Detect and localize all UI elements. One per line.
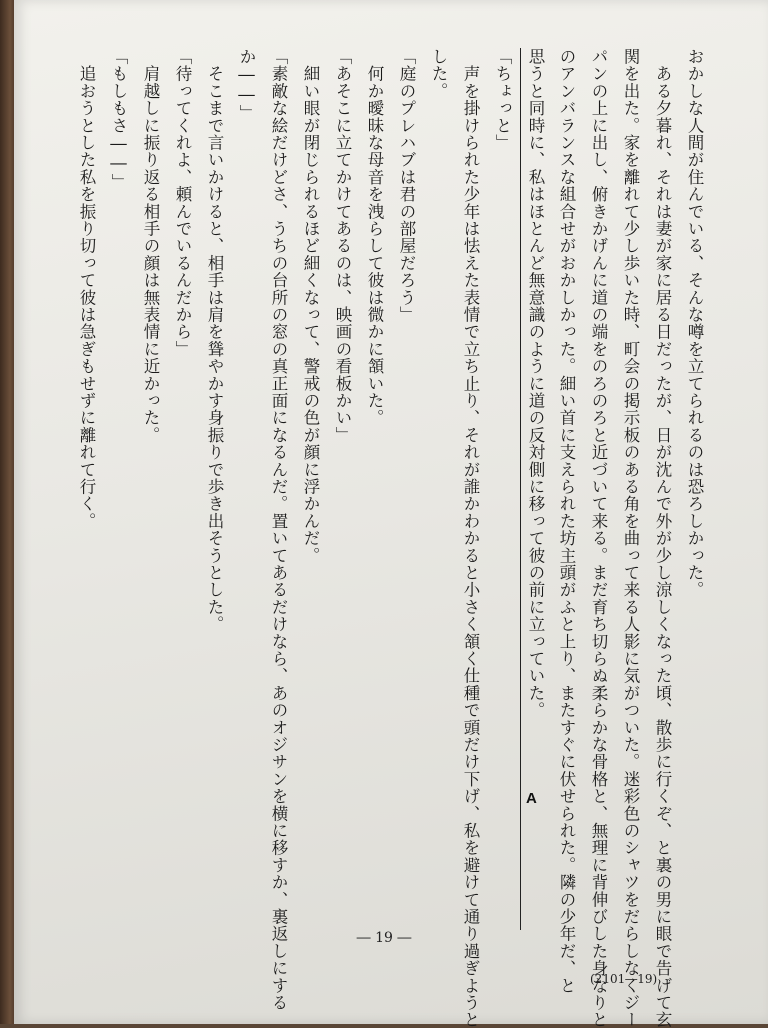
text-column-20: 追おうとした私を振り切って彼は急ぎもせずに離れて行く。 [77, 48, 96, 530]
text-column-15: か――」 [237, 48, 256, 122]
text-column-6-underlined: 思うと同時に、私はほとんど無意識のように道の反対側に移って彼の前に立っていた。 [520, 48, 549, 930]
text-column-19: 「もしもさ――」 [109, 48, 128, 191]
text-column-3: 関を出た。家を離れて少し歩いた時、町会の掲示板のある角を曲って来る人影に気がついた。迷彩色のシャツをだらしなくジー [621, 48, 640, 1028]
text-column-10: 「庭のプレハブは君の部屋だろう」 [397, 48, 416, 324]
text-column-8: 声を掛けられた少年は怯えた表情で立ち止り、それが誰かわかると小さく頷く仕種で頭だけ下げ、私を避けて通り過ぎようと [461, 48, 480, 1028]
text-column-11: 何か曖昧な母音を洩らして彼は微かに頷いた。 [365, 48, 384, 427]
underline-marker-a: A [526, 790, 537, 807]
text-column-16: そこまで言いかけると、相手は肩を聳やかす身振りで歩き出そうとした。 [205, 48, 224, 633]
text-column-4: パンの上に出し、俯きかげんに道の端をのろのろと近づいて来る。まだ育ち切らぬ柔らかな骨格と、無理に背伸びした身なりと [589, 48, 608, 1028]
text-column-9: した。 [429, 48, 448, 100]
text-column-13: 細い眼が閉じられるほど細くなって、警戒の色が顔に浮かんだ。 [301, 48, 320, 564]
text-column-5: のアンバランスな組合せがおかしかった。細い首に支えられた坊主頭がふと上り、またすぐに伏せられた。隣の少年だ、と [557, 48, 576, 994]
text-column-7: 「ちょっと」 [493, 48, 512, 152]
text-column-2: ある夕暮れ、それは妻が家に居る日だったが、日が沈んで外が少し涼しくなった頃、散歩に行くぞ、と裏の男に眼で告げて玄 [653, 48, 672, 1028]
text-column-1: おかしな人間が住んでいる、そんな噂を立てられるのは恐ろしかった。 [685, 48, 704, 599]
page-number: ― 19 ― [356, 930, 412, 946]
exam-code-number: (2101―19) [590, 972, 658, 986]
text-column-14: 「素敵な絵だけどさ、うちの台所の窓の真正面になるんだ。置いてあるだけなら、あのオジサンを横に移すか、裏返しにする [269, 48, 288, 1012]
text-column-12: 「あそこに立てかけてあるのは、映画の看板かい」 [333, 48, 352, 444]
text-column-17: 「待ってくれよ、頼んでいるんだから」 [173, 48, 192, 358]
text-column-18: 肩越しに振り返る相手の顔は無表情に近かった。 [141, 48, 160, 444]
